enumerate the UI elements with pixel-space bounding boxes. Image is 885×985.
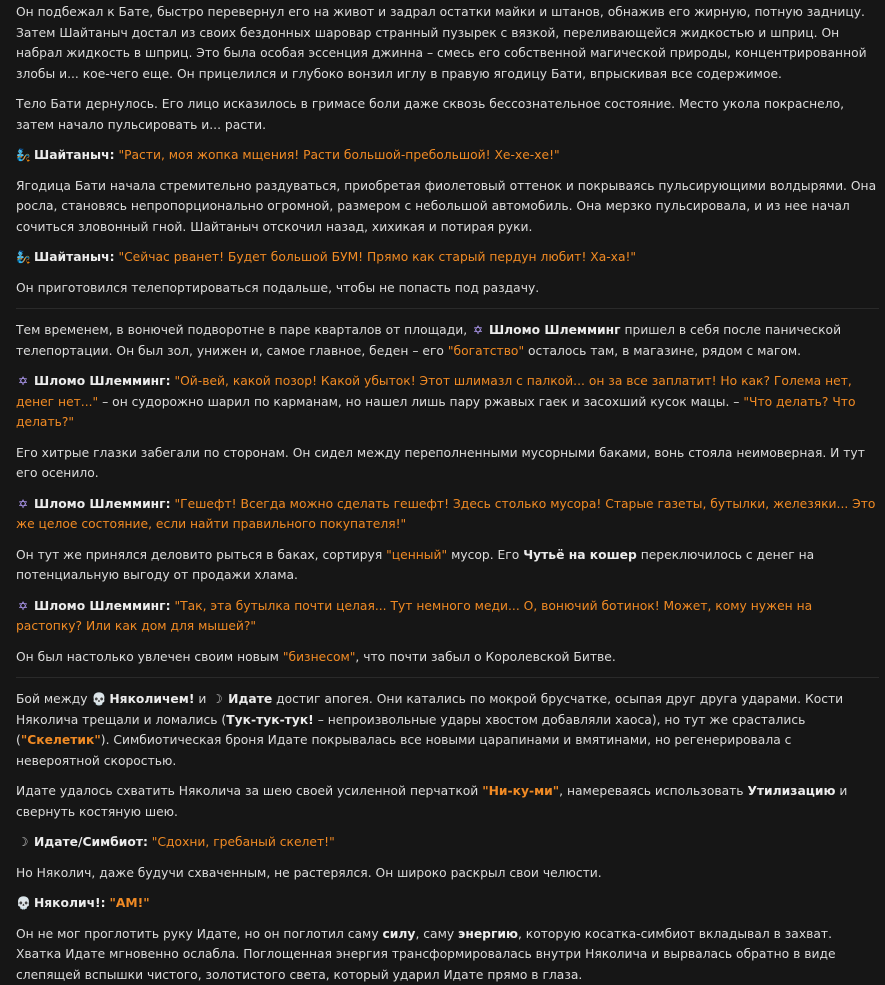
section-divider	[16, 677, 879, 678]
character-name: Няколич!:	[34, 896, 106, 910]
character-name: Шломо Шлемминг:	[34, 374, 171, 388]
quote-text: "Гешефт! Всегда можно сделать гешефт! Здесь столько мусора! Старые газеты, бутылки, железяки... Это же целое состояние, если найти правильного покупателя!"	[16, 497, 875, 532]
text-run: Он не мог проглотить руку Идате, но он поглотил саму	[16, 927, 383, 941]
quote-text: "Расти, моя жопка мщения! Расти большой-пребольшой! Хе-хе-хе!"	[118, 148, 559, 162]
text-run: Ягодица Бати начала стремительно раздуваться, приобретая фиолетовый оттенок и покрываясь пульсирующими волдырями. Она росла, становясь непропорционально огромной, размером с небольшой автомобиль. Она мерзко пульсировала, и из нее начал сочиться зловонный гной. Шайтаныч отскочил назад, хихикая и потирая руки.	[16, 179, 876, 234]
quote-text: "Скелетик"	[21, 733, 101, 747]
text-run: мусор. Его	[447, 548, 523, 562]
skull-icon: 💀	[91, 689, 105, 710]
text-run: переключилось с денег на потенциальную выгоду от продажи хлама.	[16, 548, 814, 583]
text-run: Тем временем, в вонючей подворотне в паре кварталов от площади,	[16, 323, 471, 337]
narration-paragraph	[16, 863, 879, 884]
text-run: , саму	[415, 927, 458, 941]
narration-paragraph	[16, 545, 879, 586]
narration-paragraph	[16, 924, 879, 985]
text-run: , что почти забыл о Королевской Битве.	[355, 650, 615, 664]
text-run: и свернуть костяную шею.	[16, 784, 847, 819]
dialogue-line	[16, 832, 879, 853]
character-name: силу	[383, 927, 416, 941]
quote-text: "богатство"	[448, 344, 524, 358]
crescent-moon-icon: ☽	[16, 832, 30, 853]
text-run: и	[194, 692, 210, 706]
quote-text: "Что делать? Что делать?"	[16, 395, 855, 430]
skull-icon: 💀	[16, 893, 30, 914]
character-name: Няколичем!	[109, 692, 194, 706]
text-run: Он подбежал к Бате, быстро перевернул его на живот и задрал остатки майки и штанов, обнажив его жирную, потную задницу. Затем Шайтаныч достал из своих бездонных шаровар странный пузырек с вязкой, переливающейся жидкостью и шприц. Он набрал жидкость в шприц. Это была особая эссенция джинна – смесь его собственной магической природы, концентрированной злобы и... кое-чего еще. Он прицелился и глубоко вонзил иглу в правую ягодицу Бати, впрыскивая все содержимое.	[16, 5, 867, 81]
star-of-david-icon: ✡	[16, 371, 30, 392]
character-name: Тук-тук-тук!	[226, 713, 314, 727]
text-run: – непроизвольные удары хвостом добавляли хаоса), но тут же срастались (	[16, 713, 805, 748]
quote-text: "Сейчас рванет! Будет большой БУМ! Прямо как старый пердун любит! Ха-ха!"	[118, 250, 636, 264]
character-name: Идате/Симбиот:	[34, 835, 148, 849]
character-name: Чутьё на кошер	[523, 548, 637, 562]
narration-paragraph	[16, 320, 879, 361]
text-run: Идате удалось схватить Няколича за шею своей усиленной перчаткой	[16, 784, 482, 798]
star-of-david-icon: ✡	[471, 320, 485, 341]
character-name: Идате	[228, 692, 272, 706]
character-name: Шайтаныч:	[34, 250, 115, 264]
narration-paragraph	[16, 443, 879, 484]
text-run: Он приготовился телепортироваться подальше, чтобы не попасть под раздачу.	[16, 281, 539, 295]
text-run: Его хитрые глазки забегали по сторонам. Он сидел между переполненными мусорными баками, вонь стояла неимоверная. И тут его осенило.	[16, 446, 865, 481]
text-run: Но Няколич, даже будучи схваченным, не растерялся. Он широко раскрыл свои челюсти.	[16, 866, 602, 880]
quote-text: "Так, эта бутылка почти целая... Тут немного меди... О, вонючий ботинок! Может, кому нужен на растопку? Или как дом для мышей?"	[16, 599, 812, 634]
dialogue-line	[16, 145, 879, 166]
section-divider	[16, 308, 879, 309]
dialogue-line	[16, 494, 879, 535]
text-run: Он тут же принялся деловито рыться в баках, сортируя	[16, 548, 386, 562]
genie-icon: 🧞	[16, 247, 30, 268]
quote-text: "Ни-ку-ми"	[482, 784, 559, 798]
text-run: , намереваясь использовать	[559, 784, 747, 798]
text-run: Он был настолько увлечен своим новым	[16, 650, 283, 664]
dialogue-line	[16, 596, 879, 637]
text-run: достиг апогея. Они катались по мокрой брусчатке, осыпая друг друга ударами. Кости Няколича трещали и ломались (	[16, 692, 843, 727]
character-name: Утилизацию	[747, 784, 835, 798]
quote-text: "Ой-вей, какой позор! Какой убыток! Этот шлимазл с палкой... он за все заплатит! Но как? Голема нет, денег нет..."	[16, 374, 852, 409]
dialogue-line	[16, 247, 879, 268]
text-run: осталось там, в магазине, рядом с магом.	[524, 344, 801, 358]
quote-text: "бизнесом"	[283, 650, 356, 664]
narration-paragraph	[16, 278, 879, 299]
narration-paragraph	[16, 176, 879, 238]
quote-text: "ценный"	[386, 548, 447, 562]
narration-paragraph	[16, 781, 879, 822]
star-of-david-icon: ✡	[16, 494, 30, 515]
narration-paragraph	[16, 689, 879, 771]
narration-paragraph	[16, 647, 879, 668]
dialogue-line	[16, 371, 879, 433]
crescent-moon-icon: ☽	[210, 689, 224, 710]
quote-text: "Сдохни, гребаный скелет!"	[152, 835, 335, 849]
text-run: Бой между	[16, 692, 91, 706]
genie-icon: 🧞	[16, 145, 30, 166]
star-of-david-icon: ✡	[16, 596, 30, 617]
dialogue-line	[16, 893, 879, 914]
character-name: энергию	[458, 927, 518, 941]
quote-text: "АМ!"	[110, 896, 150, 910]
text-run: Тело Бати дернулось. Его лицо исказилось в гримасе боли даже сквозь бессознательное состояние. Место укола покраснело, затем начало пульсировать и... расти.	[16, 97, 844, 132]
narration-paragraph	[16, 94, 879, 135]
character-name: Шломо Шлемминг:	[34, 497, 171, 511]
character-name: Шайтаныч:	[34, 148, 115, 162]
character-name: Шломо Шлемминг:	[34, 599, 171, 613]
text-run: , которую косатка-симбиот вкладывал в захват. Хватка Идате мгновенно ослабла. Поглощенная энергия трансформировалась внутри Няколича и вырвалась обратно в виде слепящей вспышки чистого, золотистого света, который ударил Идате прямо в глаза.	[16, 927, 836, 982]
narration-paragraph	[16, 2, 879, 84]
text-run: ). Симбиотическая броня Идате покрывалась все новыми царапинами и вмятинами, но регенерировала с невероятной скоростью.	[16, 733, 791, 768]
character-name: Шломо Шлемминг	[489, 323, 621, 337]
text-run: пришел в себя после панической телепортации. Он был зол, унижен и, самое главное, беден – его	[16, 323, 841, 358]
text-run: – он судорожно шарил по карманам, но нашел лишь пару ржавых гаек и засохший кусок мацы. –	[98, 395, 743, 409]
